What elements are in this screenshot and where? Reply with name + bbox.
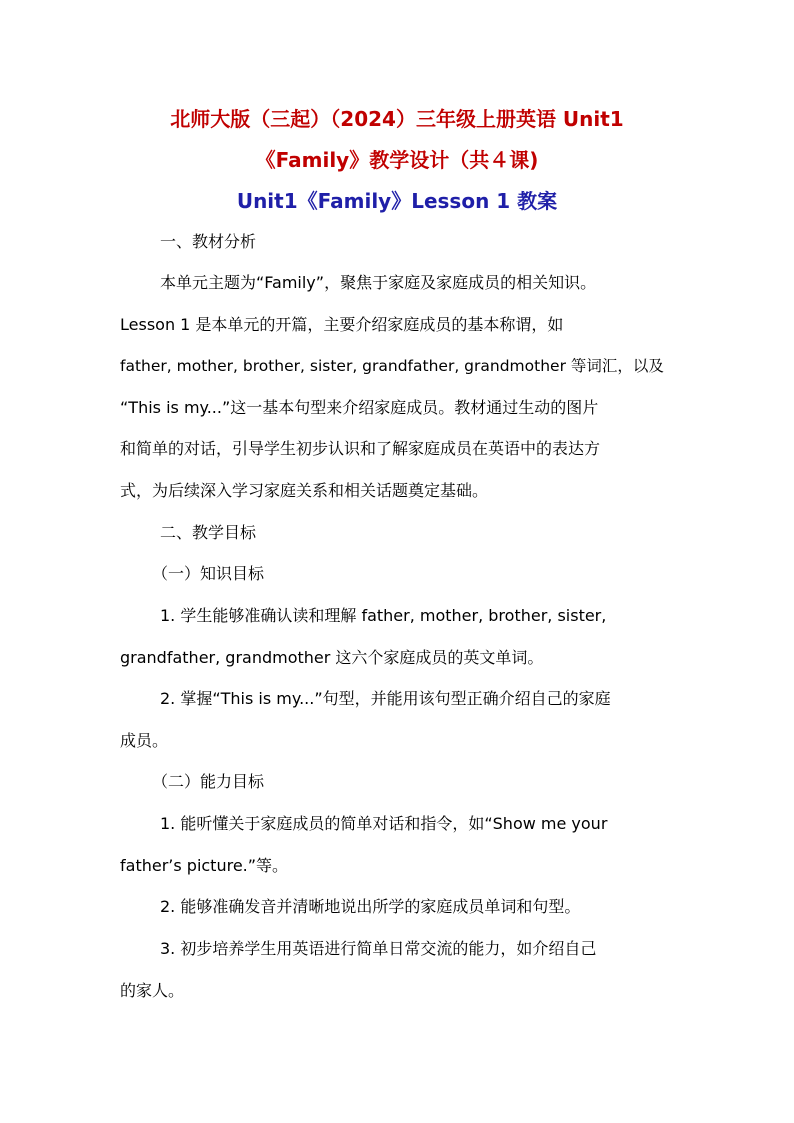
- knowledge-item-1-line-1: 1. 学生能够准确认读和理解 father, mother, brother, sister,: [160, 606, 607, 625]
- ability-item-1-line-2: father’s picture.”等。: [120, 856, 289, 875]
- paragraph-line: 本单元主题为“Family”，聚焦于家庭及家庭成员的相关知识。: [160, 273, 597, 292]
- paragraph-line: 式，为后续深入学习家庭关系和相关话题奠定基础。: [120, 481, 489, 500]
- subsection-heading-ability: （二）能力目标: [152, 772, 265, 791]
- paragraph-line: Lesson 1 是本单元的开篇，主要介绍家庭成员的基本称谓，如: [120, 315, 564, 334]
- knowledge-item-2-line-2: 成员。: [120, 731, 169, 750]
- ability-item-3-line-2: 的家人。: [120, 981, 185, 1000]
- paragraph-line: 和简单的对话，引导学生初步认识和了解家庭成员在英语中的表达方: [120, 439, 601, 458]
- ability-item-3-line-1: 3. 初步培养学生用英语进行简单日常交流的能力，如介绍自己: [160, 939, 597, 958]
- document-title-line-1: 北师大版（三起）（2024）三年级上册英语 Unit1: [170, 107, 624, 131]
- paragraph-line: “This is my...”这一基本句型来介绍家庭成员。教材通过生动的图片: [120, 398, 599, 417]
- lesson-subtitle: Unit1《Family》Lesson 1 教案: [236, 189, 558, 213]
- document-title-line-2: 《Family》教学设计（共４课): [255, 148, 539, 172]
- subsection-heading-knowledge: （一）知识目标: [152, 564, 265, 583]
- ability-item-1-line-1: 1. 能听懂关于家庭成员的简单对话和指令，如“Show me your: [160, 814, 608, 833]
- paragraph-line: father, mother, brother, sister, grandfather, grandmother 等词汇，以及: [120, 357, 664, 375]
- section-heading-textbook-analysis: 一、教材分析: [160, 232, 257, 251]
- section-heading-teaching-goals: 二、教学目标: [160, 523, 257, 542]
- knowledge-item-2-line-1: 2. 掌握“This is my...”句型，并能用该句型正确介绍自己的家庭: [160, 689, 611, 708]
- knowledge-item-1-line-2: grandfather, grandmother 这六个家庭成员的英文单词。: [120, 648, 544, 667]
- ability-item-2-line-1: 2. 能够准确发音并清晰地说出所学的家庭成员单词和句型。: [160, 897, 581, 916]
